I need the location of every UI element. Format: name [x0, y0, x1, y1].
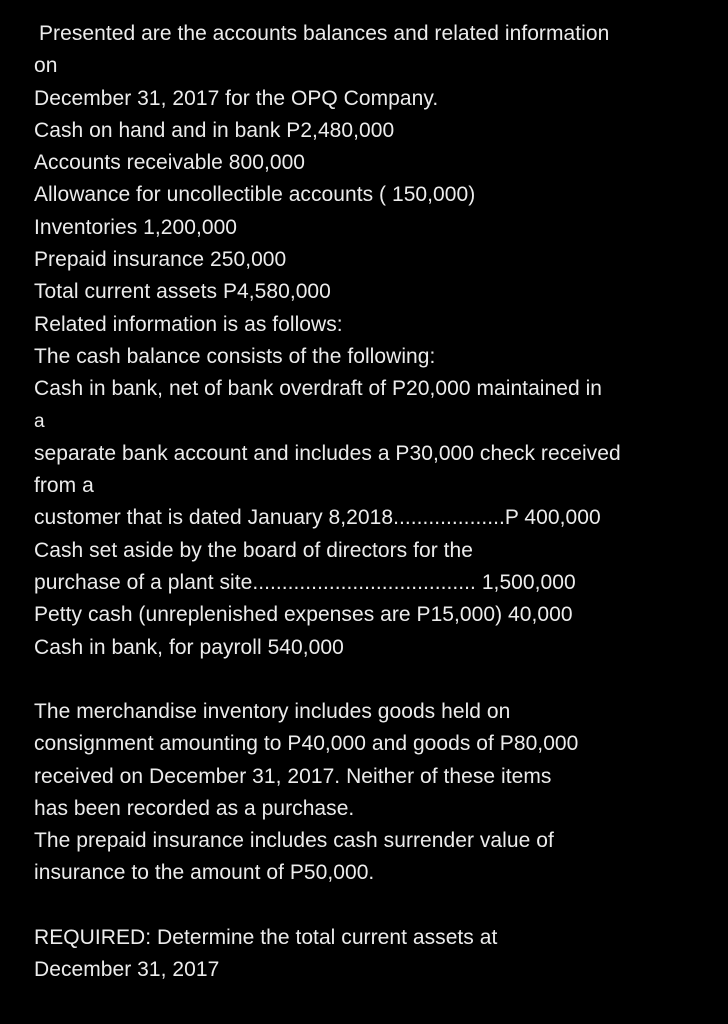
- problem-document: [34, 18, 704, 986]
- prepaid-insurance-line: Prepaid insurance 250,000: [34, 248, 287, 272]
- cash-breakdown-heading: The cash balance consists of the following:: [34, 344, 436, 368]
- intro-line-continued: on: [34, 54, 58, 78]
- required-section: [34, 922, 704, 987]
- date-company-line: December 31, 2017 for the OPQ Company.: [34, 86, 439, 110]
- required-line: REQUIRED: Determine the total current assets at: [34, 925, 498, 949]
- intro-line: Presented are the accounts balances and related information: [39, 22, 610, 45]
- allowance-line: Allowance for uncollectible accounts ( 150,000): [34, 183, 476, 207]
- overdraft-check-line: separate bank account and includes a P30,000 check received: [34, 441, 621, 465]
- total-current-assets-line: Total current assets P4,580,000: [34, 280, 331, 304]
- overdraft-check-line-continued: from a: [34, 474, 94, 498]
- paragraph-spacer: [34, 890, 704, 922]
- cash-in-bank-line: Cash in bank, net of bank overdraft of P20,000 maintained in: [34, 377, 603, 401]
- postdated-check-line: customer that is dated January 8,2018...................P 400,000: [34, 506, 601, 530]
- accounts-receivable-line: Accounts receivable 800,000: [34, 151, 306, 175]
- paragraph-spacer: [34, 664, 704, 696]
- petty-cash-line: Petty cash (unreplenished expenses are P15,000) 40,000: [34, 603, 573, 627]
- plant-site-amount-line: purchase of a plant site...................................... 1,500,000: [34, 571, 576, 595]
- consignment-line: consignment amounting to P40,000 and goods of P80,000: [34, 732, 579, 756]
- plant-site-fund-line: Cash set aside by the board of directors for the: [34, 538, 473, 562]
- inventory-note-line: The merchandise inventory includes goods held on: [34, 699, 511, 723]
- cash-in-bank-line-continued: a: [34, 410, 45, 432]
- payroll-cash-line: Cash in bank, for payroll 540,000: [34, 635, 344, 659]
- related-info-heading: Related information is as follows:: [34, 312, 343, 336]
- not-recorded-line: has been recorded as a purchase.: [34, 796, 355, 820]
- inventories-line: Inventories 1,200,000: [34, 215, 238, 239]
- account-balances-section: [34, 18, 704, 664]
- received-goods-line: received on December 31, 2017. Neither of these items: [34, 764, 552, 788]
- inventory-insurance-section: [34, 696, 704, 890]
- cash-balance-line: Cash on hand and in bank P2,480,000: [34, 118, 395, 142]
- insurance-note-line: The prepaid insurance includes cash surrender value of: [34, 829, 554, 853]
- insurance-amount-line: insurance to the amount of P50,000.: [34, 861, 375, 885]
- required-date-line: December 31, 2017: [34, 958, 220, 982]
